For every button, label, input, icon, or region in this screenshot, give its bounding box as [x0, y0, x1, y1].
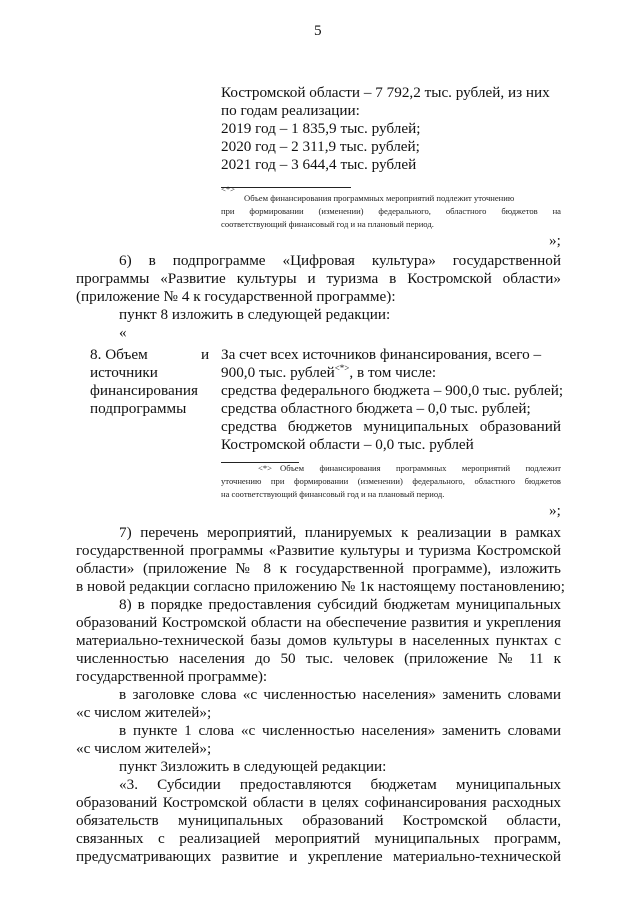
text-line: 2019 год – 1 835,9 тыс. рублей;: [221, 120, 421, 137]
paragraph-line: пункт 8 изложить в следующей редакции:: [119, 306, 391, 323]
table-left-line: финансирования: [90, 382, 198, 399]
page-number: 5: [314, 22, 322, 39]
footnote-line: при формировании (изменении) федерального, областного бюджетов на: [221, 206, 561, 216]
open-quote: «: [119, 324, 127, 341]
text-line: 2020 год – 2 311,9 тыс. рублей;: [221, 138, 420, 155]
paragraph-line: обязательств муниципальных образований Костромской области,: [76, 812, 561, 829]
paragraph-line: численностью населения до 50 тыс. человек (приложение № 11 к: [76, 650, 561, 667]
table-right-line: За счет всех источников финансирования, всего –: [221, 346, 542, 363]
footnote-mark: <*>: [221, 184, 235, 194]
paragraph-line: «3. Субсидии предоставляются бюджетам муниципальных: [119, 776, 561, 793]
table-right-line: средства бюджетов муниципальных образований: [221, 418, 561, 435]
close-quote: »;: [549, 232, 561, 249]
paragraph-line: образований Костромской области в целях софинансирования расходных: [76, 794, 561, 811]
footnote-ref: <*>: [334, 362, 350, 373]
paragraph-line: связанных с реализацией мероприятий муниципальных программ,: [76, 830, 561, 847]
paragraph-line: образований Костромской области на обеспечение развития и укрепления: [76, 614, 561, 631]
paragraph-line: в новой редакции согласно приложению № 1к настоящему постановлению;: [76, 578, 565, 595]
footnote-rule: [221, 187, 351, 188]
table-amount-tail: , в том числе:: [349, 364, 437, 381]
close-quote: »;: [549, 502, 561, 519]
paragraph-line: в заголовке слова «с численностью населения» заменить словами: [119, 686, 561, 703]
footnote-line: соответствующий финансовый год и на плановый период.: [221, 219, 434, 229]
paragraph-line: «с числом жителей»;: [76, 740, 212, 757]
paragraph-line: 8) в порядке предоставления субсидий бюджетам муниципальных: [119, 596, 561, 613]
footnote-line: Объем финансирования программных мероприятий подлежит: [280, 463, 561, 473]
footnote-line: на соответствующий финансовый год и на плановый период.: [221, 489, 445, 499]
paragraph-line: 6) в подпрограмме «Цифровая культура» государственной: [119, 252, 561, 269]
paragraph-line: в пункте 1 слова «с численностью населения» заменить словами: [119, 722, 561, 739]
paragraph-line: области» (приложение № 8 к государственной программе), изложить: [76, 560, 561, 577]
paragraph-line: материально-технической базы домов культуры в населенных пунктах с: [76, 632, 561, 649]
footnote-line: Объем финансирования программных мероприятий подлежит уточнению: [244, 193, 515, 203]
table-right-line: средства областного бюджета – 0,0 тыс. рублей;: [221, 400, 531, 417]
table-right-line: Костромской области – 0,0 тыс. рублей: [221, 436, 474, 453]
footnote-line: уточнению при формировании (изменении) федерального, областного бюджетов: [221, 476, 561, 486]
paragraph-line: программы «Развитие культуры и туризма в Костромской области»: [76, 270, 561, 287]
paragraph-line: предусматривающих развитие и укрепление материально-технической: [76, 848, 561, 865]
text-line: Костромской области – 7 792,2 тыс. рублей, из них: [221, 84, 550, 101]
paragraph-line: 7) перечень мероприятий, планируемых к реализации в рамках: [119, 524, 561, 541]
text-line: 2021 год – 3 644,4 тыс. рублей: [221, 156, 417, 173]
table-left-line: 8. Объем: [90, 346, 148, 363]
table-right-line: [221, 364, 436, 382]
table-amount: 900,0 тыс. рублей: [221, 364, 335, 381]
paragraph-line: государственной программе):: [76, 668, 268, 685]
paragraph-line: «с числом жителей»;: [76, 704, 212, 721]
table-left-line: источники: [90, 364, 158, 381]
text-line: по годам реализации:: [221, 102, 360, 119]
paragraph-line: государственной программы «Развитие культуры и туризма Костромской: [76, 542, 561, 559]
footnote-mark: <*>: [258, 463, 272, 473]
table-left-and: и: [201, 346, 210, 363]
table-left-line: подпрограммы: [90, 400, 187, 417]
table-right-line: средства федерального бюджета – 900,0 тыс. рублей;: [221, 382, 564, 399]
paragraph-line: (приложение № 4 к государственной программе):: [76, 288, 396, 305]
paragraph-line: пункт 3изложить в следующей редакции:: [119, 758, 387, 775]
